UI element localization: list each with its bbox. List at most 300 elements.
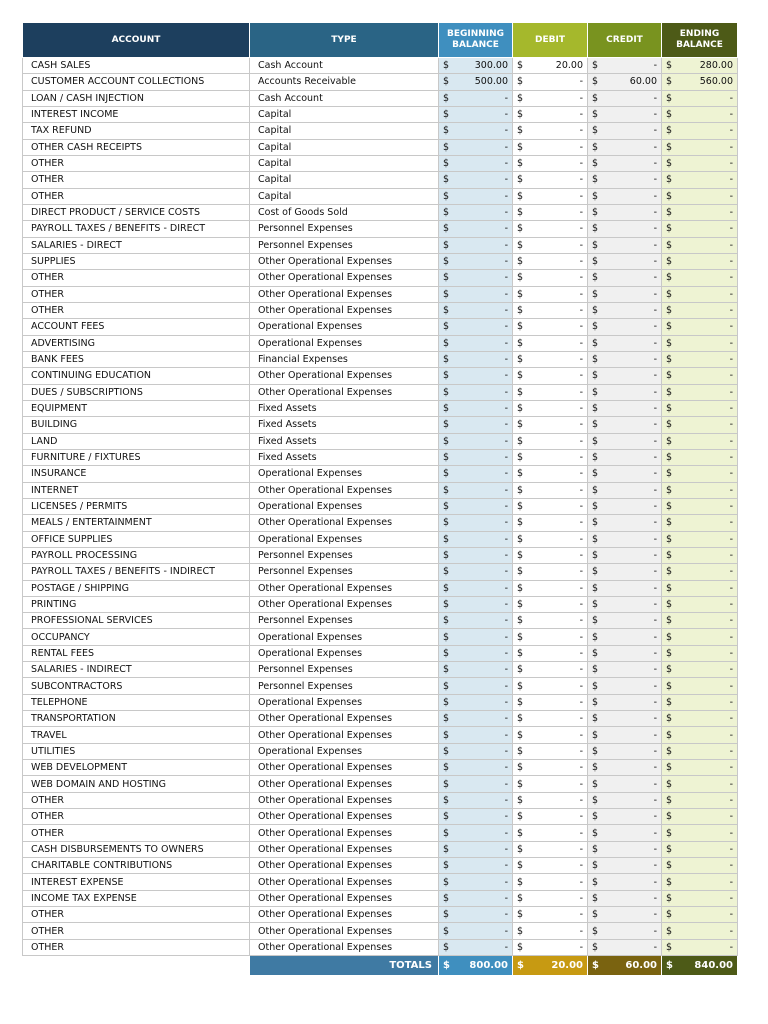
beginning-balance-cell[interactable]: [439, 253, 513, 269]
account-cell[interactable]: TELEPHONE: [23, 694, 250, 710]
ending-balance-cell[interactable]: [662, 188, 738, 204]
beginning-balance-cell[interactable]: [439, 237, 513, 253]
type-cell[interactable]: Other Operational Expenses: [250, 939, 439, 955]
debit-cell[interactable]: [513, 270, 588, 286]
credit-cell[interactable]: [588, 286, 662, 302]
ending-balance-cell[interactable]: [662, 662, 738, 678]
total-beginning-cell[interactable]: [439, 956, 513, 976]
debit-cell[interactable]: [513, 564, 588, 580]
beginning-balance-cell[interactable]: [439, 923, 513, 939]
account-cell[interactable]: OTHER: [23, 286, 250, 302]
type-cell[interactable]: Other Operational Expenses: [250, 792, 439, 808]
beginning-balance-cell[interactable]: [439, 302, 513, 318]
beginning-balance-cell[interactable]: [439, 743, 513, 759]
account-cell[interactable]: CASH DISBURSEMENTS TO OWNERS: [23, 841, 250, 857]
ending-balance-cell[interactable]: [662, 515, 738, 531]
beginning-balance-cell[interactable]: [439, 417, 513, 433]
debit-cell[interactable]: [513, 711, 588, 727]
total-credit-cell[interactable]: [588, 956, 662, 976]
type-cell[interactable]: Other Operational Expenses: [250, 890, 439, 906]
ending-balance-cell[interactable]: [662, 286, 738, 302]
beginning-balance-cell[interactable]: [439, 645, 513, 661]
type-cell[interactable]: Personnel Expenses: [250, 678, 439, 694]
type-cell[interactable]: Operational Expenses: [250, 319, 439, 335]
credit-cell[interactable]: [588, 74, 662, 90]
credit-cell[interactable]: [588, 106, 662, 122]
type-cell[interactable]: Capital: [250, 155, 439, 171]
account-cell[interactable]: OTHER: [23, 155, 250, 171]
debit-cell[interactable]: [513, 939, 588, 955]
type-cell[interactable]: Other Operational Expenses: [250, 825, 439, 841]
column-header-beginning-balance[interactable]: [439, 23, 513, 58]
ending-balance-cell[interactable]: [662, 74, 738, 90]
debit-cell[interactable]: [513, 302, 588, 318]
credit-cell[interactable]: [588, 629, 662, 645]
credit-cell[interactable]: [588, 498, 662, 514]
account-cell[interactable]: SUPPLIES: [23, 253, 250, 269]
account-cell[interactable]: MEALS / ENTERTAINMENT: [23, 515, 250, 531]
account-cell[interactable]: DIRECT PRODUCT / SERVICE COSTS: [23, 204, 250, 220]
column-header-account[interactable]: [23, 23, 250, 58]
ending-balance-cell[interactable]: [662, 368, 738, 384]
debit-cell[interactable]: [513, 351, 588, 367]
debit-cell[interactable]: [513, 596, 588, 612]
beginning-balance-cell[interactable]: [439, 351, 513, 367]
ending-balance-cell[interactable]: [662, 498, 738, 514]
credit-cell[interactable]: [588, 204, 662, 220]
debit-cell[interactable]: [513, 825, 588, 841]
credit-cell[interactable]: [588, 58, 662, 74]
account-cell[interactable]: OFFICE SUPPLIES: [23, 531, 250, 547]
credit-cell[interactable]: [588, 531, 662, 547]
type-cell[interactable]: Operational Expenses: [250, 743, 439, 759]
beginning-balance-cell[interactable]: [439, 531, 513, 547]
ending-balance-cell[interactable]: [662, 760, 738, 776]
type-cell[interactable]: Operational Expenses: [250, 466, 439, 482]
account-cell[interactable]: ADVERTISING: [23, 335, 250, 351]
ending-balance-cell[interactable]: [662, 482, 738, 498]
type-cell[interactable]: Capital: [250, 139, 439, 155]
type-cell[interactable]: Personnel Expenses: [250, 237, 439, 253]
credit-cell[interactable]: [588, 841, 662, 857]
account-cell[interactable]: WEB DEVELOPMENT: [23, 760, 250, 776]
ending-balance-cell[interactable]: [662, 106, 738, 122]
beginning-balance-cell[interactable]: [439, 907, 513, 923]
beginning-balance-cell[interactable]: [439, 188, 513, 204]
debit-cell[interactable]: [513, 400, 588, 416]
ending-balance-cell[interactable]: [662, 172, 738, 188]
ending-balance-cell[interactable]: [662, 204, 738, 220]
debit-cell[interactable]: [513, 874, 588, 890]
account-cell[interactable]: OTHER: [23, 792, 250, 808]
account-cell[interactable]: OTHER: [23, 923, 250, 939]
account-cell[interactable]: RENTAL FEES: [23, 645, 250, 661]
credit-cell[interactable]: [588, 368, 662, 384]
credit-cell[interactable]: [588, 253, 662, 269]
ending-balance-cell[interactable]: [662, 531, 738, 547]
account-cell[interactable]: OCCUPANCY: [23, 629, 250, 645]
ending-balance-cell[interactable]: [662, 253, 738, 269]
debit-cell[interactable]: [513, 547, 588, 563]
credit-cell[interactable]: [588, 662, 662, 678]
credit-cell[interactable]: [588, 466, 662, 482]
beginning-balance-cell[interactable]: [439, 139, 513, 155]
credit-cell[interactable]: [588, 711, 662, 727]
credit-cell[interactable]: [588, 890, 662, 906]
ending-balance-cell[interactable]: [662, 596, 738, 612]
credit-cell[interactable]: [588, 743, 662, 759]
ending-balance-cell[interactable]: [662, 155, 738, 171]
ending-balance-cell[interactable]: [662, 466, 738, 482]
type-cell[interactable]: Operational Expenses: [250, 694, 439, 710]
debit-cell[interactable]: [513, 743, 588, 759]
account-cell[interactable]: CONTINUING EDUCATION: [23, 368, 250, 384]
ending-balance-cell[interactable]: [662, 874, 738, 890]
ending-balance-cell[interactable]: [662, 139, 738, 155]
credit-cell[interactable]: [588, 515, 662, 531]
account-cell[interactable]: PAYROLL TAXES / BENEFITS - INDIRECT: [23, 564, 250, 580]
credit-cell[interactable]: [588, 760, 662, 776]
credit-cell[interactable]: [588, 580, 662, 596]
credit-cell[interactable]: [588, 302, 662, 318]
credit-cell[interactable]: [588, 825, 662, 841]
debit-cell[interactable]: [513, 776, 588, 792]
account-cell[interactable]: PROFESSIONAL SERVICES: [23, 613, 250, 629]
credit-cell[interactable]: [588, 792, 662, 808]
beginning-balance-cell[interactable]: [439, 580, 513, 596]
type-cell[interactable]: Fixed Assets: [250, 417, 439, 433]
account-cell[interactable]: BUILDING: [23, 417, 250, 433]
debit-cell[interactable]: [513, 466, 588, 482]
total-ending-cell[interactable]: [662, 956, 738, 976]
beginning-balance-cell[interactable]: [439, 613, 513, 629]
type-cell[interactable]: Operational Expenses: [250, 645, 439, 661]
debit-cell[interactable]: [513, 204, 588, 220]
type-cell[interactable]: Operational Expenses: [250, 531, 439, 547]
debit-cell[interactable]: [513, 155, 588, 171]
beginning-balance-cell[interactable]: [439, 515, 513, 531]
account-cell[interactable]: INTERNET: [23, 482, 250, 498]
debit-cell[interactable]: [513, 923, 588, 939]
debit-cell[interactable]: [513, 613, 588, 629]
credit-cell[interactable]: [588, 221, 662, 237]
total-debit-cell[interactable]: [513, 956, 588, 976]
account-cell[interactable]: FURNITURE / FIXTURES: [23, 449, 250, 465]
debit-cell[interactable]: [513, 368, 588, 384]
beginning-balance-cell[interactable]: [439, 449, 513, 465]
account-cell[interactable]: OTHER: [23, 939, 250, 955]
debit-cell[interactable]: [513, 335, 588, 351]
beginning-balance-cell[interactable]: [439, 662, 513, 678]
type-cell[interactable]: Fixed Assets: [250, 400, 439, 416]
ending-balance-cell[interactable]: [662, 547, 738, 563]
beginning-balance-cell[interactable]: [439, 858, 513, 874]
credit-cell[interactable]: [588, 596, 662, 612]
ending-balance-cell[interactable]: [662, 907, 738, 923]
beginning-balance-cell[interactable]: [439, 123, 513, 139]
account-cell[interactable]: CASH SALES: [23, 58, 250, 74]
ending-balance-cell[interactable]: [662, 384, 738, 400]
ending-balance-cell[interactable]: [662, 678, 738, 694]
credit-cell[interactable]: [588, 645, 662, 661]
ending-balance-cell[interactable]: [662, 711, 738, 727]
beginning-balance-cell[interactable]: [439, 841, 513, 857]
beginning-balance-cell[interactable]: [439, 678, 513, 694]
credit-cell[interactable]: [588, 482, 662, 498]
ending-balance-cell[interactable]: [662, 564, 738, 580]
debit-cell[interactable]: [513, 253, 588, 269]
type-cell[interactable]: Other Operational Expenses: [250, 253, 439, 269]
type-cell[interactable]: Other Operational Expenses: [250, 286, 439, 302]
account-cell[interactable]: ACCOUNT FEES: [23, 319, 250, 335]
column-header-ending-balance[interactable]: [662, 23, 738, 58]
ending-balance-cell[interactable]: [662, 302, 738, 318]
type-cell[interactable]: Operational Expenses: [250, 335, 439, 351]
beginning-balance-cell[interactable]: [439, 809, 513, 825]
beginning-balance-cell[interactable]: [439, 596, 513, 612]
type-cell[interactable]: Accounts Receivable: [250, 74, 439, 90]
debit-cell[interactable]: [513, 760, 588, 776]
credit-cell[interactable]: [588, 858, 662, 874]
type-cell[interactable]: Other Operational Expenses: [250, 596, 439, 612]
account-cell[interactable]: OTHER: [23, 825, 250, 841]
credit-cell[interactable]: [588, 874, 662, 890]
debit-cell[interactable]: [513, 319, 588, 335]
debit-cell[interactable]: [513, 58, 588, 74]
beginning-balance-cell[interactable]: [439, 155, 513, 171]
credit-cell[interactable]: [588, 678, 662, 694]
ending-balance-cell[interactable]: [662, 939, 738, 955]
beginning-balance-cell[interactable]: [439, 792, 513, 808]
debit-cell[interactable]: [513, 890, 588, 906]
credit-cell[interactable]: [588, 694, 662, 710]
beginning-balance-cell[interactable]: [439, 384, 513, 400]
ending-balance-cell[interactable]: [662, 221, 738, 237]
type-cell[interactable]: Capital: [250, 188, 439, 204]
beginning-balance-cell[interactable]: [439, 760, 513, 776]
beginning-balance-cell[interactable]: [439, 564, 513, 580]
ending-balance-cell[interactable]: [662, 645, 738, 661]
debit-cell[interactable]: [513, 678, 588, 694]
beginning-balance-cell[interactable]: [439, 221, 513, 237]
credit-cell[interactable]: [588, 400, 662, 416]
debit-cell[interactable]: [513, 629, 588, 645]
ending-balance-cell[interactable]: [662, 351, 738, 367]
type-cell[interactable]: Other Operational Expenses: [250, 727, 439, 743]
ending-balance-cell[interactable]: [662, 890, 738, 906]
type-cell[interactable]: Personnel Expenses: [250, 662, 439, 678]
beginning-balance-cell[interactable]: [439, 629, 513, 645]
credit-cell[interactable]: [588, 907, 662, 923]
beginning-balance-cell[interactable]: [439, 482, 513, 498]
debit-cell[interactable]: [513, 841, 588, 857]
account-cell[interactable]: INCOME TAX EXPENSE: [23, 890, 250, 906]
debit-cell[interactable]: [513, 286, 588, 302]
account-cell[interactable]: WEB DOMAIN AND HOSTING: [23, 776, 250, 792]
ending-balance-cell[interactable]: [662, 923, 738, 939]
credit-cell[interactable]: [588, 270, 662, 286]
debit-cell[interactable]: [513, 482, 588, 498]
debit-cell[interactable]: [513, 417, 588, 433]
credit-cell[interactable]: [588, 351, 662, 367]
account-cell[interactable]: LAND: [23, 433, 250, 449]
column-header-credit[interactable]: [588, 23, 662, 58]
beginning-balance-cell[interactable]: [439, 694, 513, 710]
debit-cell[interactable]: [513, 727, 588, 743]
type-cell[interactable]: Capital: [250, 123, 439, 139]
debit-cell[interactable]: [513, 809, 588, 825]
type-cell[interactable]: Other Operational Expenses: [250, 809, 439, 825]
beginning-balance-cell[interactable]: [439, 204, 513, 220]
type-cell[interactable]: Other Operational Expenses: [250, 923, 439, 939]
ending-balance-cell[interactable]: [662, 776, 738, 792]
credit-cell[interactable]: [588, 237, 662, 253]
debit-cell[interactable]: [513, 90, 588, 106]
account-cell[interactable]: CHARITABLE CONTRIBUTIONS: [23, 858, 250, 874]
account-cell[interactable]: OTHER: [23, 809, 250, 825]
ending-balance-cell[interactable]: [662, 809, 738, 825]
debit-cell[interactable]: [513, 907, 588, 923]
type-cell[interactable]: Other Operational Expenses: [250, 858, 439, 874]
debit-cell[interactable]: [513, 74, 588, 90]
beginning-balance-cell[interactable]: [439, 776, 513, 792]
account-cell[interactable]: TAX REFUND: [23, 123, 250, 139]
column-header-debit[interactable]: [513, 23, 588, 58]
credit-cell[interactable]: [588, 547, 662, 563]
credit-cell[interactable]: [588, 155, 662, 171]
debit-cell[interactable]: [513, 662, 588, 678]
debit-cell[interactable]: [513, 237, 588, 253]
ending-balance-cell[interactable]: [662, 858, 738, 874]
account-cell[interactable]: PAYROLL PROCESSING: [23, 547, 250, 563]
credit-cell[interactable]: [588, 776, 662, 792]
type-cell[interactable]: Other Operational Expenses: [250, 515, 439, 531]
account-cell[interactable]: OTHER: [23, 172, 250, 188]
account-cell[interactable]: PRINTING: [23, 596, 250, 612]
beginning-balance-cell[interactable]: [439, 939, 513, 955]
ending-balance-cell[interactable]: [662, 694, 738, 710]
type-cell[interactable]: Other Operational Expenses: [250, 302, 439, 318]
beginning-balance-cell[interactable]: [439, 711, 513, 727]
type-cell[interactable]: Cash Account: [250, 90, 439, 106]
beginning-balance-cell[interactable]: [439, 727, 513, 743]
type-cell[interactable]: Other Operational Expenses: [250, 482, 439, 498]
account-cell[interactable]: UTILITIES: [23, 743, 250, 759]
type-cell[interactable]: Personnel Expenses: [250, 613, 439, 629]
beginning-balance-cell[interactable]: [439, 400, 513, 416]
beginning-balance-cell[interactable]: [439, 547, 513, 563]
account-cell[interactable]: SUBCONTRACTORS: [23, 678, 250, 694]
type-cell[interactable]: Operational Expenses: [250, 498, 439, 514]
credit-cell[interactable]: [588, 123, 662, 139]
credit-cell[interactable]: [588, 727, 662, 743]
ending-balance-cell[interactable]: [662, 237, 738, 253]
credit-cell[interactable]: [588, 564, 662, 580]
type-cell[interactable]: Operational Expenses: [250, 629, 439, 645]
type-cell[interactable]: Other Operational Expenses: [250, 776, 439, 792]
ending-balance-cell[interactable]: [662, 400, 738, 416]
debit-cell[interactable]: [513, 384, 588, 400]
ending-balance-cell[interactable]: [662, 841, 738, 857]
ending-balance-cell[interactable]: [662, 433, 738, 449]
beginning-balance-cell[interactable]: [439, 270, 513, 286]
account-cell[interactable]: OTHER CASH RECEIPTS: [23, 139, 250, 155]
type-cell[interactable]: Other Operational Expenses: [250, 874, 439, 890]
account-cell[interactable]: TRANSPORTATION: [23, 711, 250, 727]
account-cell[interactable]: PAYROLL TAXES / BENEFITS - DIRECT: [23, 221, 250, 237]
type-cell[interactable]: Cash Account: [250, 58, 439, 74]
credit-cell[interactable]: [588, 417, 662, 433]
type-cell[interactable]: Financial Expenses: [250, 351, 439, 367]
credit-cell[interactable]: [588, 433, 662, 449]
beginning-balance-cell[interactable]: [439, 498, 513, 514]
ending-balance-cell[interactable]: [662, 270, 738, 286]
ending-balance-cell[interactable]: [662, 580, 738, 596]
type-cell[interactable]: Other Operational Expenses: [250, 384, 439, 400]
beginning-balance-cell[interactable]: [439, 335, 513, 351]
account-cell[interactable]: BANK FEES: [23, 351, 250, 367]
type-cell[interactable]: Capital: [250, 172, 439, 188]
credit-cell[interactable]: [588, 384, 662, 400]
debit-cell[interactable]: [513, 694, 588, 710]
account-cell[interactable]: SALARIES - INDIRECT: [23, 662, 250, 678]
credit-cell[interactable]: [588, 90, 662, 106]
debit-cell[interactable]: [513, 498, 588, 514]
beginning-balance-cell[interactable]: [439, 286, 513, 302]
debit-cell[interactable]: [513, 172, 588, 188]
beginning-balance-cell[interactable]: [439, 172, 513, 188]
ending-balance-cell[interactable]: [662, 417, 738, 433]
debit-cell[interactable]: [513, 531, 588, 547]
debit-cell[interactable]: [513, 433, 588, 449]
beginning-balance-cell[interactable]: [439, 466, 513, 482]
debit-cell[interactable]: [513, 449, 588, 465]
type-cell[interactable]: Personnel Expenses: [250, 221, 439, 237]
beginning-balance-cell[interactable]: [439, 433, 513, 449]
type-cell[interactable]: Fixed Assets: [250, 433, 439, 449]
credit-cell[interactable]: [588, 335, 662, 351]
account-cell[interactable]: CUSTOMER ACCOUNT COLLECTIONS: [23, 74, 250, 90]
beginning-balance-cell[interactable]: [439, 368, 513, 384]
debit-cell[interactable]: [513, 580, 588, 596]
account-cell[interactable]: LOAN / CASH INJECTION: [23, 90, 250, 106]
beginning-balance-cell[interactable]: [439, 825, 513, 841]
type-cell[interactable]: Personnel Expenses: [250, 564, 439, 580]
beginning-balance-cell[interactable]: [439, 874, 513, 890]
account-cell[interactable]: DUES / SUBSCRIPTIONS: [23, 384, 250, 400]
ending-balance-cell[interactable]: [662, 123, 738, 139]
type-cell[interactable]: Other Operational Expenses: [250, 270, 439, 286]
debit-cell[interactable]: [513, 188, 588, 204]
credit-cell[interactable]: [588, 613, 662, 629]
debit-cell[interactable]: [513, 645, 588, 661]
debit-cell[interactable]: [513, 792, 588, 808]
ending-balance-cell[interactable]: [662, 613, 738, 629]
account-cell[interactable]: OTHER: [23, 188, 250, 204]
ending-balance-cell[interactable]: [662, 743, 738, 759]
beginning-balance-cell[interactable]: [439, 58, 513, 74]
ending-balance-cell[interactable]: [662, 629, 738, 645]
type-cell[interactable]: Capital: [250, 106, 439, 122]
ending-balance-cell[interactable]: [662, 335, 738, 351]
credit-cell[interactable]: [588, 319, 662, 335]
beginning-balance-cell[interactable]: [439, 90, 513, 106]
type-cell[interactable]: Other Operational Expenses: [250, 580, 439, 596]
type-cell[interactable]: Other Operational Expenses: [250, 760, 439, 776]
ending-balance-cell[interactable]: [662, 727, 738, 743]
type-cell[interactable]: Cost of Goods Sold: [250, 204, 439, 220]
account-cell[interactable]: TRAVEL: [23, 727, 250, 743]
